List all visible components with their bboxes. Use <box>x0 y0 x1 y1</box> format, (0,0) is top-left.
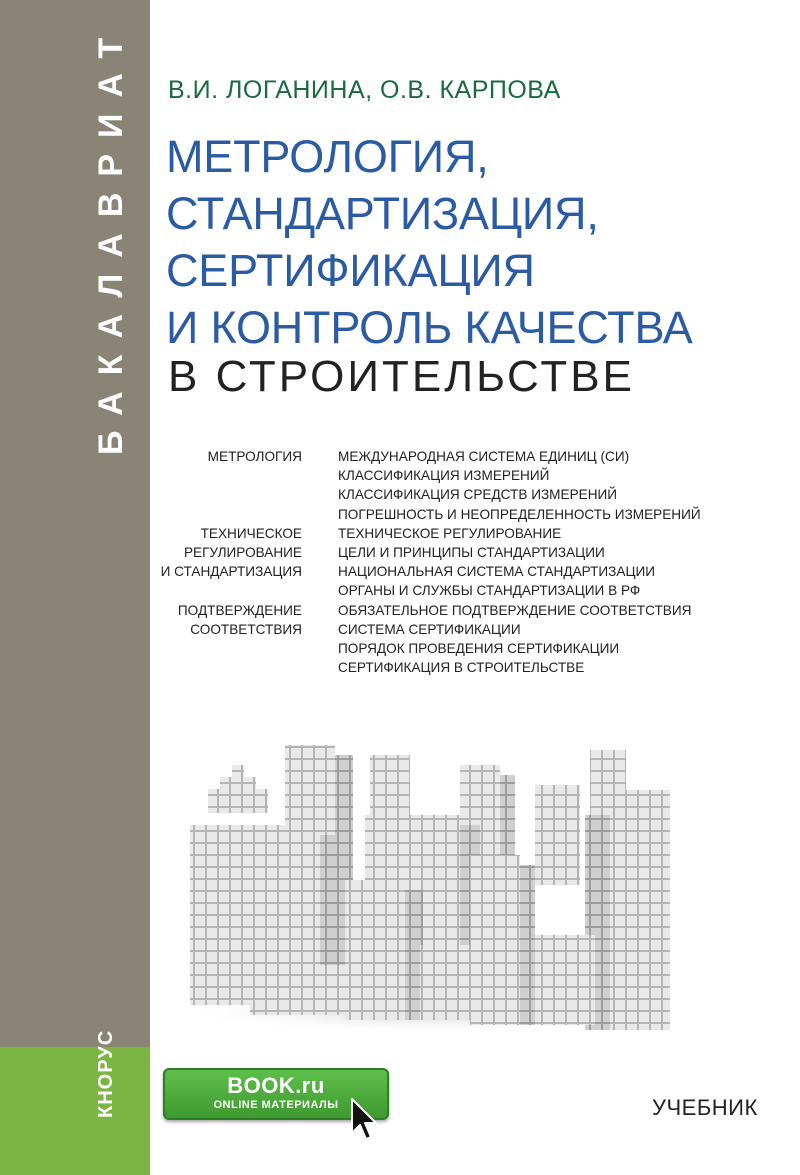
book-type-label: УЧЕБНИК <box>652 1095 758 1120</box>
toc-row <box>150 543 800 562</box>
book-title <box>166 128 796 356</box>
toc-item: ОРГАНЫ И СЛУЖБЫ СТАНДАРТИЗАЦИИ В РФ <box>338 583 641 599</box>
toc-item: МЕЖДУНАРОДНАЯ СИСТЕМА ЕДИНИЦ (СИ) <box>338 449 630 464</box>
toc-heading: И СТАНДАРТИЗАЦИЯ <box>160 564 302 580</box>
toc-item: ТЕХНИЧЕСКОЕ РЕГУЛИРОВАНИЕ <box>338 525 562 541</box>
toc-row <box>150 581 800 600</box>
toc-heading: СООТВЕТСТВИЯ <box>190 621 302 637</box>
toc-item: ПОГРЕШНОСТЬ И НЕОПРЕДЕЛЕННОСТЬ ИЗМЕРЕНИЙ <box>338 506 701 522</box>
title-line: И КОНТРОЛЬ КАЧЕСТВА <box>166 302 693 353</box>
toc-item: КЛАССИФИКАЦИЯ ИЗМЕРЕНИЙ <box>338 468 550 484</box>
toc-row <box>150 466 800 485</box>
toc-item: ОБЯЗАТЕЛЬНОЕ ПОДТВЕРЖДЕНИЕ СООТВЕТСТВИЯ <box>338 602 692 618</box>
title-line: МЕТРОЛОГИЯ, <box>166 131 489 182</box>
publisher-label: КНОРУС <box>95 1029 117 1118</box>
toc-item: СИСТЕМА СЕРТИФИКАЦИИ <box>338 621 521 637</box>
toc-row <box>150 658 800 677</box>
toc-row <box>150 505 800 524</box>
title-line: СЕРТИФИКАЦИЯ <box>166 245 535 296</box>
title-line: СТАНДАРТИЗАЦИЯ, <box>166 188 599 239</box>
toc-item: КЛАССИФИКАЦИЯ СРЕДСТВ ИЗМЕРЕНИЙ <box>338 487 618 503</box>
toc-heading: ТЕХНИЧЕСКОЕ <box>200 525 302 541</box>
toc-row <box>150 620 800 639</box>
toc-heading: РЕГУЛИРОВАНИЕ <box>183 545 302 561</box>
cube-buildings-illustration <box>170 735 700 1035</box>
toc-row <box>150 485 800 504</box>
toc-item: СЕРТИФИКАЦИЯ В СТРОИТЕЛЬСТВЕ <box>338 660 585 676</box>
toc-row <box>150 524 800 543</box>
toc-item: ЦЕЛИ И ПРИНЦИПЫ СТАНДАРТИЗАЦИИ <box>338 545 605 561</box>
toc-item: НАЦИОНАЛЬНАЯ СИСТЕМА СТАНДАРТИЗАЦИИ <box>338 564 656 580</box>
badge-main-label: BOOK.ru <box>227 1073 325 1098</box>
authors: В.И. ЛОГАНИНА, О.В. КАРПОВА <box>168 76 561 104</box>
toc-row <box>150 447 800 466</box>
badge-sub-label: ONLINE МАТЕРИАЛЫ <box>213 1099 339 1111</box>
toc-row <box>150 601 800 620</box>
toc-item: ПОРЯДОК ПРОВЕДЕНИЯ СЕРТИФИКАЦИИ <box>338 641 620 657</box>
toc-row <box>150 639 800 658</box>
toc-heading: ПОДТВЕРЖДЕНИЕ <box>177 602 302 618</box>
toc-heading: МЕТРОЛОГИЯ <box>207 449 302 464</box>
contents-list <box>150 447 800 677</box>
spine-publisher-band <box>0 1047 150 1175</box>
book-subtitle: В СТРОИТЕЛЬСТВЕ <box>168 352 635 401</box>
toc-row <box>150 562 800 581</box>
mouse-pointer-icon <box>350 1097 380 1143</box>
